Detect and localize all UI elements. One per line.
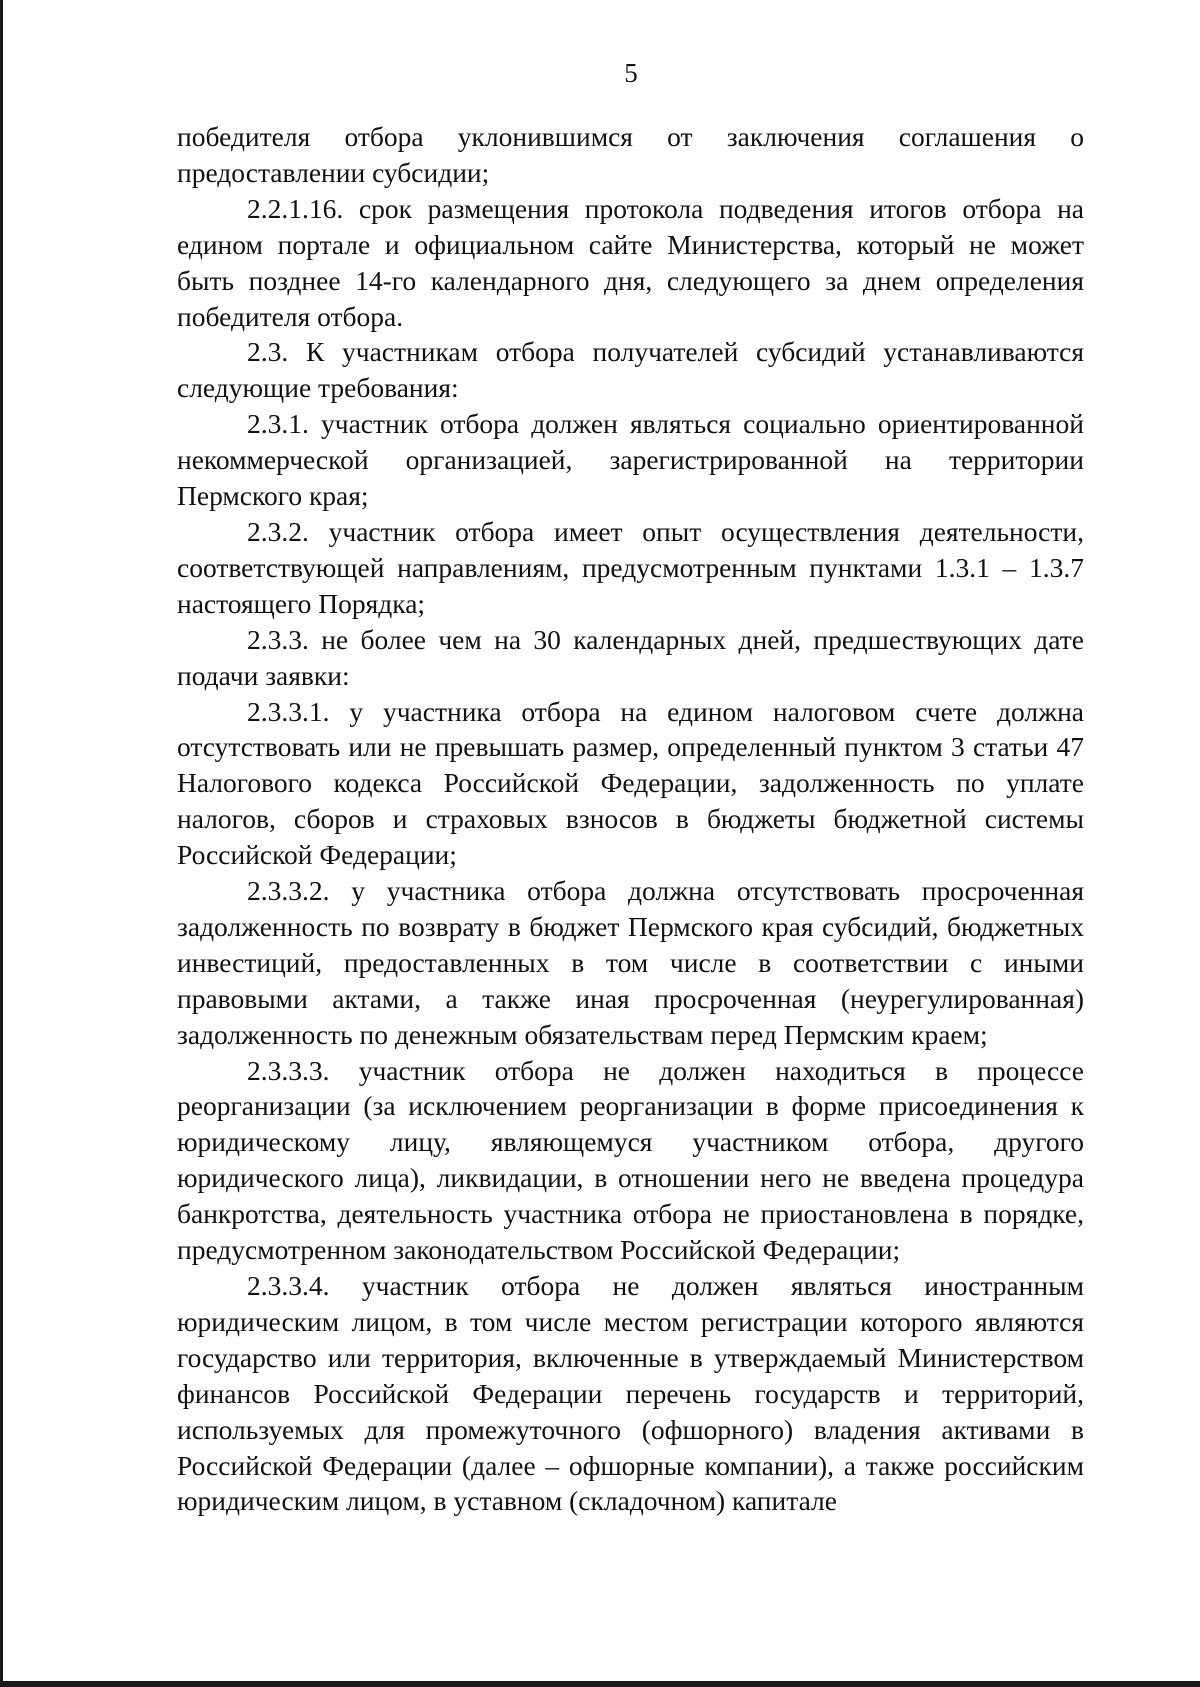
- paragraph-2-3-3-3: 2.3.3.3. участник отбора не должен находиться в процессе реорганизации (за исключением реорганизации в форме присоединения к юридическому лицу, являющемуся участником отбора, другого юридического лица), ликвидации, в отношении него не введена процедура банкротства, деятельность участника отбора не приостановлена в порядке, предусмотренном законодательством Российской Федерации;: [177, 1054, 1084, 1266]
- paragraph-2-3: 2.3. К участникам отбора получателей субсидий устанавливаются следующие требования:: [177, 336, 1084, 404]
- paragraph-2-3-3: 2.3.3. не более чем на 30 календарных дней, предшествующих дате подачи заявки:: [177, 623, 1084, 691]
- document-body: [177, 119, 1084, 1519]
- paragraph-2-3-3-1: 2.3.3.1. у участника отбора на едином налоговом счете должна отсутствовать или не превышать размер, определенный пунктом 3 статьи 47 Налогового кодекса Российской Федерации, задолженность по уплате налогов, сборов и страховых взносов в бюджеты бюджетной системы Российской Федерации;: [177, 695, 1084, 871]
- paragraph-2-3-3-2: 2.3.3.2. у участника отбора должна отсутствовать просроченная задолженность по возврату в бюджет Пермского края субсидий, бюджетных инвестиций, предоставленных в том числе в соответствии с иными правовыми актами, а также иная просроченная (неурегулированная) задолженность по денежным обязательствам перед Пермским краем;: [177, 875, 1084, 1050]
- paragraph-2-3-2: 2.3.2. участник отбора имеет опыт осуществления деятельности, соответствующей направлениям, предусмотренным пунктами 1.3.1 – 1.3.7 настоящего Порядка;: [177, 515, 1084, 619]
- paragraph-continuation: победителя отбора уклонившимся от заключения соглашения о предоставлении субсидии;: [177, 121, 1084, 188]
- scan-edge-left: [0, 0, 3, 1687]
- page-number: 5: [624, 58, 638, 88]
- paragraph-2-3-3-4: 2.3.3.4. участник отбора не должен являться иностранным юридическим лицом, в том числе местом регистрации которого являются государство или территория, включенные в утверждаемый Министерством финансов Российской Федерации перечень государств и территорий, используемых для промежуточного (офшорного) владения активами в Российской Федерации (далее – офшорные компании), а также российским юридическим лицом, в уставном (складочном) капитале: [177, 1270, 1084, 1517]
- paragraph-2-2-1-16: 2.2.1.16. срок размещения протокола подведения итогов отбора на едином портале и официальном сайте Министерства, который не может быть позднее 14-го календарного дня, следующего за днем определения победителя отбора.: [177, 192, 1084, 332]
- scan-edge-bottom: [0, 1681, 1200, 1687]
- paragraph-2-3-1: 2.3.1. участник отбора должен являться социально ориентированной некоммерческой организацией, зарегистрированной на территории Пермского края;: [177, 408, 1084, 512]
